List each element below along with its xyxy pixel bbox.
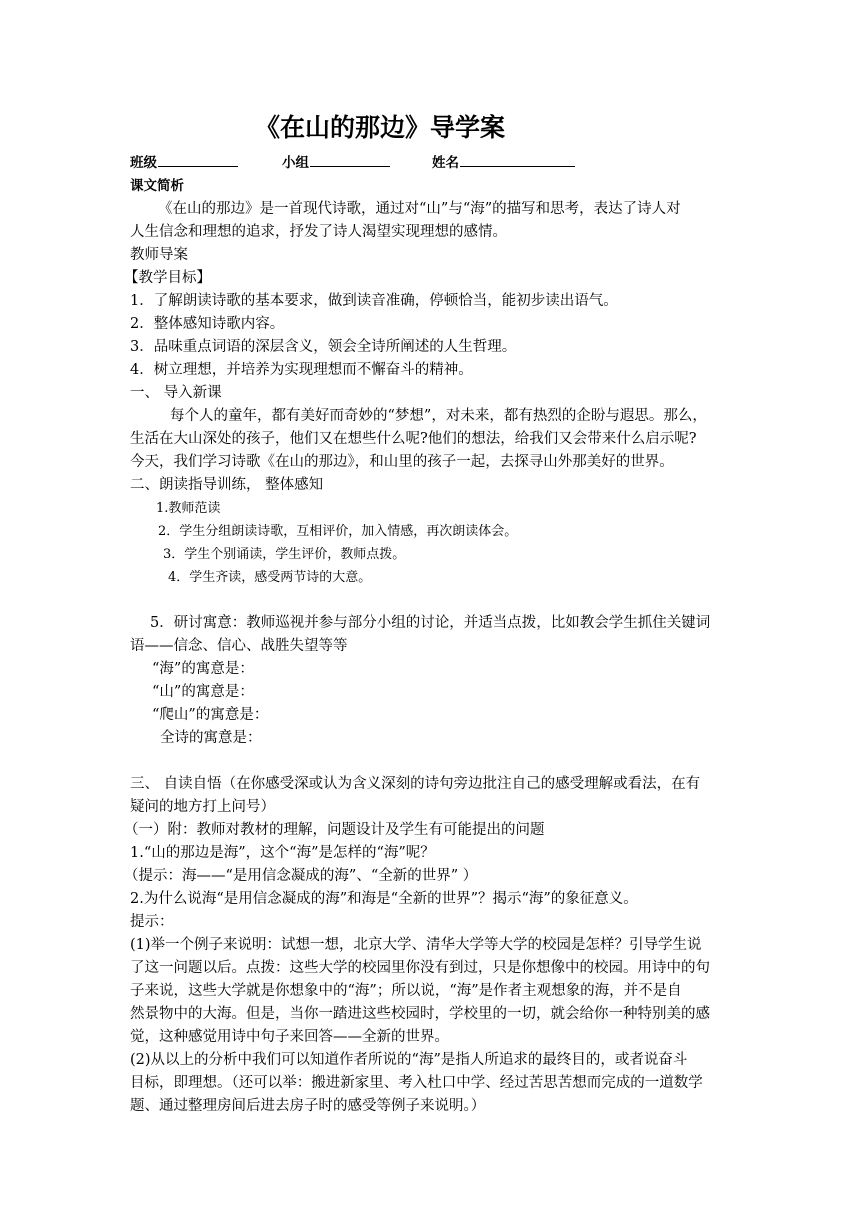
hint-label: 提示： xyxy=(130,914,174,930)
goals-heading: 【教学目标】 xyxy=(124,270,211,286)
reading-step: 1.教师范读 xyxy=(156,501,221,516)
appendix-heading: （一）附：教师对教材的理解，问题设计及学生有可能提出的问题 xyxy=(124,822,545,838)
teacher-guide-heading: 教师导案 xyxy=(130,247,188,263)
class-blank[interactable] xyxy=(158,152,238,167)
hint-paragraph: 觉，这种感觉用诗中句子来回答——全新的世界。 xyxy=(130,1029,449,1045)
goal-item: 2．整体感知诗歌内容。 xyxy=(130,316,285,332)
group-blank[interactable] xyxy=(310,152,390,167)
self-reading-text: 疑问的地方打上问号） xyxy=(130,799,275,815)
hint-paragraph: 然景物中的大海。但是，当你一踏进这些校园时，学校里的一切，就会给你一种特别美的感 xyxy=(130,1006,710,1022)
reading-step: 3．学生个别诵读，学生评价，教师点拨。 xyxy=(163,547,406,562)
name-label: 姓名 xyxy=(432,155,459,171)
meaning-prompt: “爬山”的寓意是： xyxy=(152,707,269,723)
reading-step: 4．学生齐读，感受两节诗的大意。 xyxy=(168,570,372,585)
class-field xyxy=(130,152,238,175)
section-heading-intro: 一、 导入新课 xyxy=(130,385,222,401)
hint-paragraph: (1)举一个例子来说明：试想一想，北京大学、清华大学等大学的校园是怎样？引导学生说 xyxy=(130,937,702,953)
hint-paragraph: 题、通过整理房间后进去房子时的感受等例子来说明。） xyxy=(130,1098,486,1114)
meaning-prompt: “海”的寓意是： xyxy=(152,661,254,677)
question-item: 1.“山的那边是海”，这个“海”是怎样的“海”呢？ xyxy=(130,845,435,861)
overview-paragraph-1: 《在山的那边》是一首现代诗歌，通过对“山”与“海”的描写和思考，表达了诗人对 xyxy=(158,201,681,217)
group-label: 小组 xyxy=(282,155,309,171)
reading-step: 5．研讨寓意：教师巡视并参与部分小组的讨论，并适当点拨，比如教会学生抓住关键词 xyxy=(150,615,711,631)
hint-paragraph: (2)从以上的分析中我们可以知道作者所说的“海”是指人所追求的最终目的，或者说奋斗 xyxy=(130,1052,688,1068)
intro-paragraph: 今天，我们学习诗歌《在山的那边》，和山里的孩子一起，去探寻山外那美好的世界。 xyxy=(130,454,674,470)
meaning-prompt: 全诗的寓意是： xyxy=(160,730,262,746)
class-label: 班级 xyxy=(130,155,157,171)
question-item: 2.为什么说海“是用信念凝成的海”和海是“全新的世界”？揭示“海”的象征意义。 xyxy=(130,891,638,907)
question-hint: （提示：海——“是用信念凝成的海”、“全新的世界” ） xyxy=(124,868,478,884)
overview-paragraph-2: 人生信念和理想的追求，抒发了诗人渴望实现理想的感情。 xyxy=(130,224,507,240)
reading-step: 2．学生分组朗读诗歌，互相评价，加入情感，再次朗读体会。 xyxy=(158,524,518,539)
hint-paragraph: 子来说，这些大学就是你想象中的“海”；所以说，“海”是作者主观想象的海，并不是自 xyxy=(130,983,682,999)
hint-paragraph: 了这一问题以后。点拨：这些大学的校园里你没有到过，只是你想像中的校园。用诗中的句 xyxy=(130,960,710,976)
intro-paragraph: 生活在大山深处的孩子，他们又在想些什么呢?他们的想法，给我们又会带来什么启示呢? xyxy=(130,431,697,447)
intro-paragraph: 每个人的童年，都有美好而奇妙的“梦想”，对未来，都有热烈的企盼与遐思。那么， xyxy=(170,408,707,424)
reading-step: 语——信念、信心、战胜失望等等 xyxy=(130,638,348,654)
hint-paragraph: 目标，即理想。（还可以举：搬进新家里、考入杜口中学、经过苦思苦想而完成的一道数学 xyxy=(130,1075,703,1091)
goal-item: 3．品味重点词语的深层含义，领会全诗所阐述的人生哲理。 xyxy=(130,339,517,355)
name-blank[interactable] xyxy=(460,152,575,167)
name-field xyxy=(432,152,575,175)
goal-item: 1．了解朗读诗歌的基本要求，做到读音准确，停顿恰当，能初步读出语气。 xyxy=(130,293,618,309)
meaning-prompt: “山”的寓意是： xyxy=(152,684,254,700)
section-heading-reading: 二、朗读指导训练， 整体感知 xyxy=(130,477,324,493)
overview-heading: 课文简析 xyxy=(130,178,184,194)
goal-item: 4．树立理想，并培养为实现理想而不懈奋斗的精神。 xyxy=(130,362,473,378)
page-title: 《在山的那边》导学案 xyxy=(254,113,505,142)
section-heading-self-reading: 三、 自读自悟（在你感受深或认为含义深刻的诗句旁边批注自己的感受理解或看法，在有 xyxy=(130,776,701,792)
group-field xyxy=(282,152,390,175)
